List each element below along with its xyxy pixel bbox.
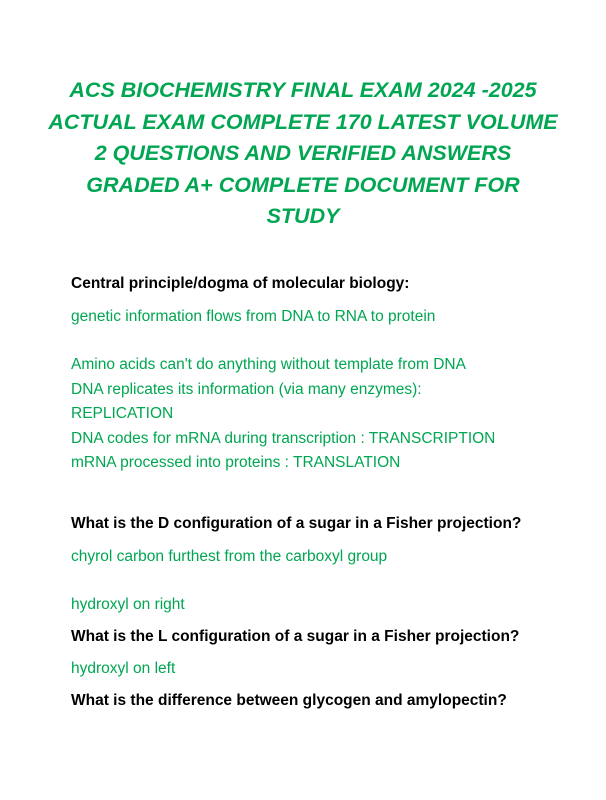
answer-central-dogma: genetic information flows from DNA to RNA to protein: [71, 308, 436, 325]
answer-central-dogma-details: [71, 353, 495, 476]
answer-detail-line: DNA replicates its information (via many enzymes):: [71, 380, 422, 398]
title-line: GRADED A+ COMPLETE DOCUMENT FOR: [86, 172, 520, 197]
answer-detail-line: Amino acids can't do anything without template from DNA: [71, 356, 466, 373]
question-glycogen-amylopectin: What is the difference between glycogen and amylopectin?: [71, 692, 507, 709]
question-d-configuration: What is the D configuration of a sugar in a Fisher projection?: [71, 515, 522, 532]
title-line: 2 QUESTIONS AND VERIFIED ANSWERS: [94, 141, 512, 165]
answer-l-configuration: hydroxyl on left: [71, 660, 176, 677]
question-l-configuration: What is the L configuration of a sugar in a Fisher projection?: [71, 628, 520, 645]
document-title: [40, 75, 566, 233]
answer-d-configuration-hydroxyl: hydroxyl on right: [71, 596, 185, 613]
title-line: STUDY: [266, 204, 340, 228]
title-line: ACS BIOCHEMISTRY FINAL EXAM 2024 -2025: [69, 78, 537, 102]
title-line: ACTUAL EXAM COMPLETE 170 LATEST VOLUME: [48, 109, 558, 134]
answer-detail-line: DNA codes for mRNA during transcription : TRANSCRIPTION: [71, 429, 496, 447]
answer-detail-line: mRNA processed into proteins : TRANSLATION: [71, 454, 401, 471]
answer-detail-line: REPLICATION: [71, 405, 174, 422]
answer-d-configuration: chyrol carbon furthest from the carboxyl group: [71, 548, 388, 565]
question-central-dogma: Central principle/dogma of molecular biology:: [71, 275, 410, 292]
